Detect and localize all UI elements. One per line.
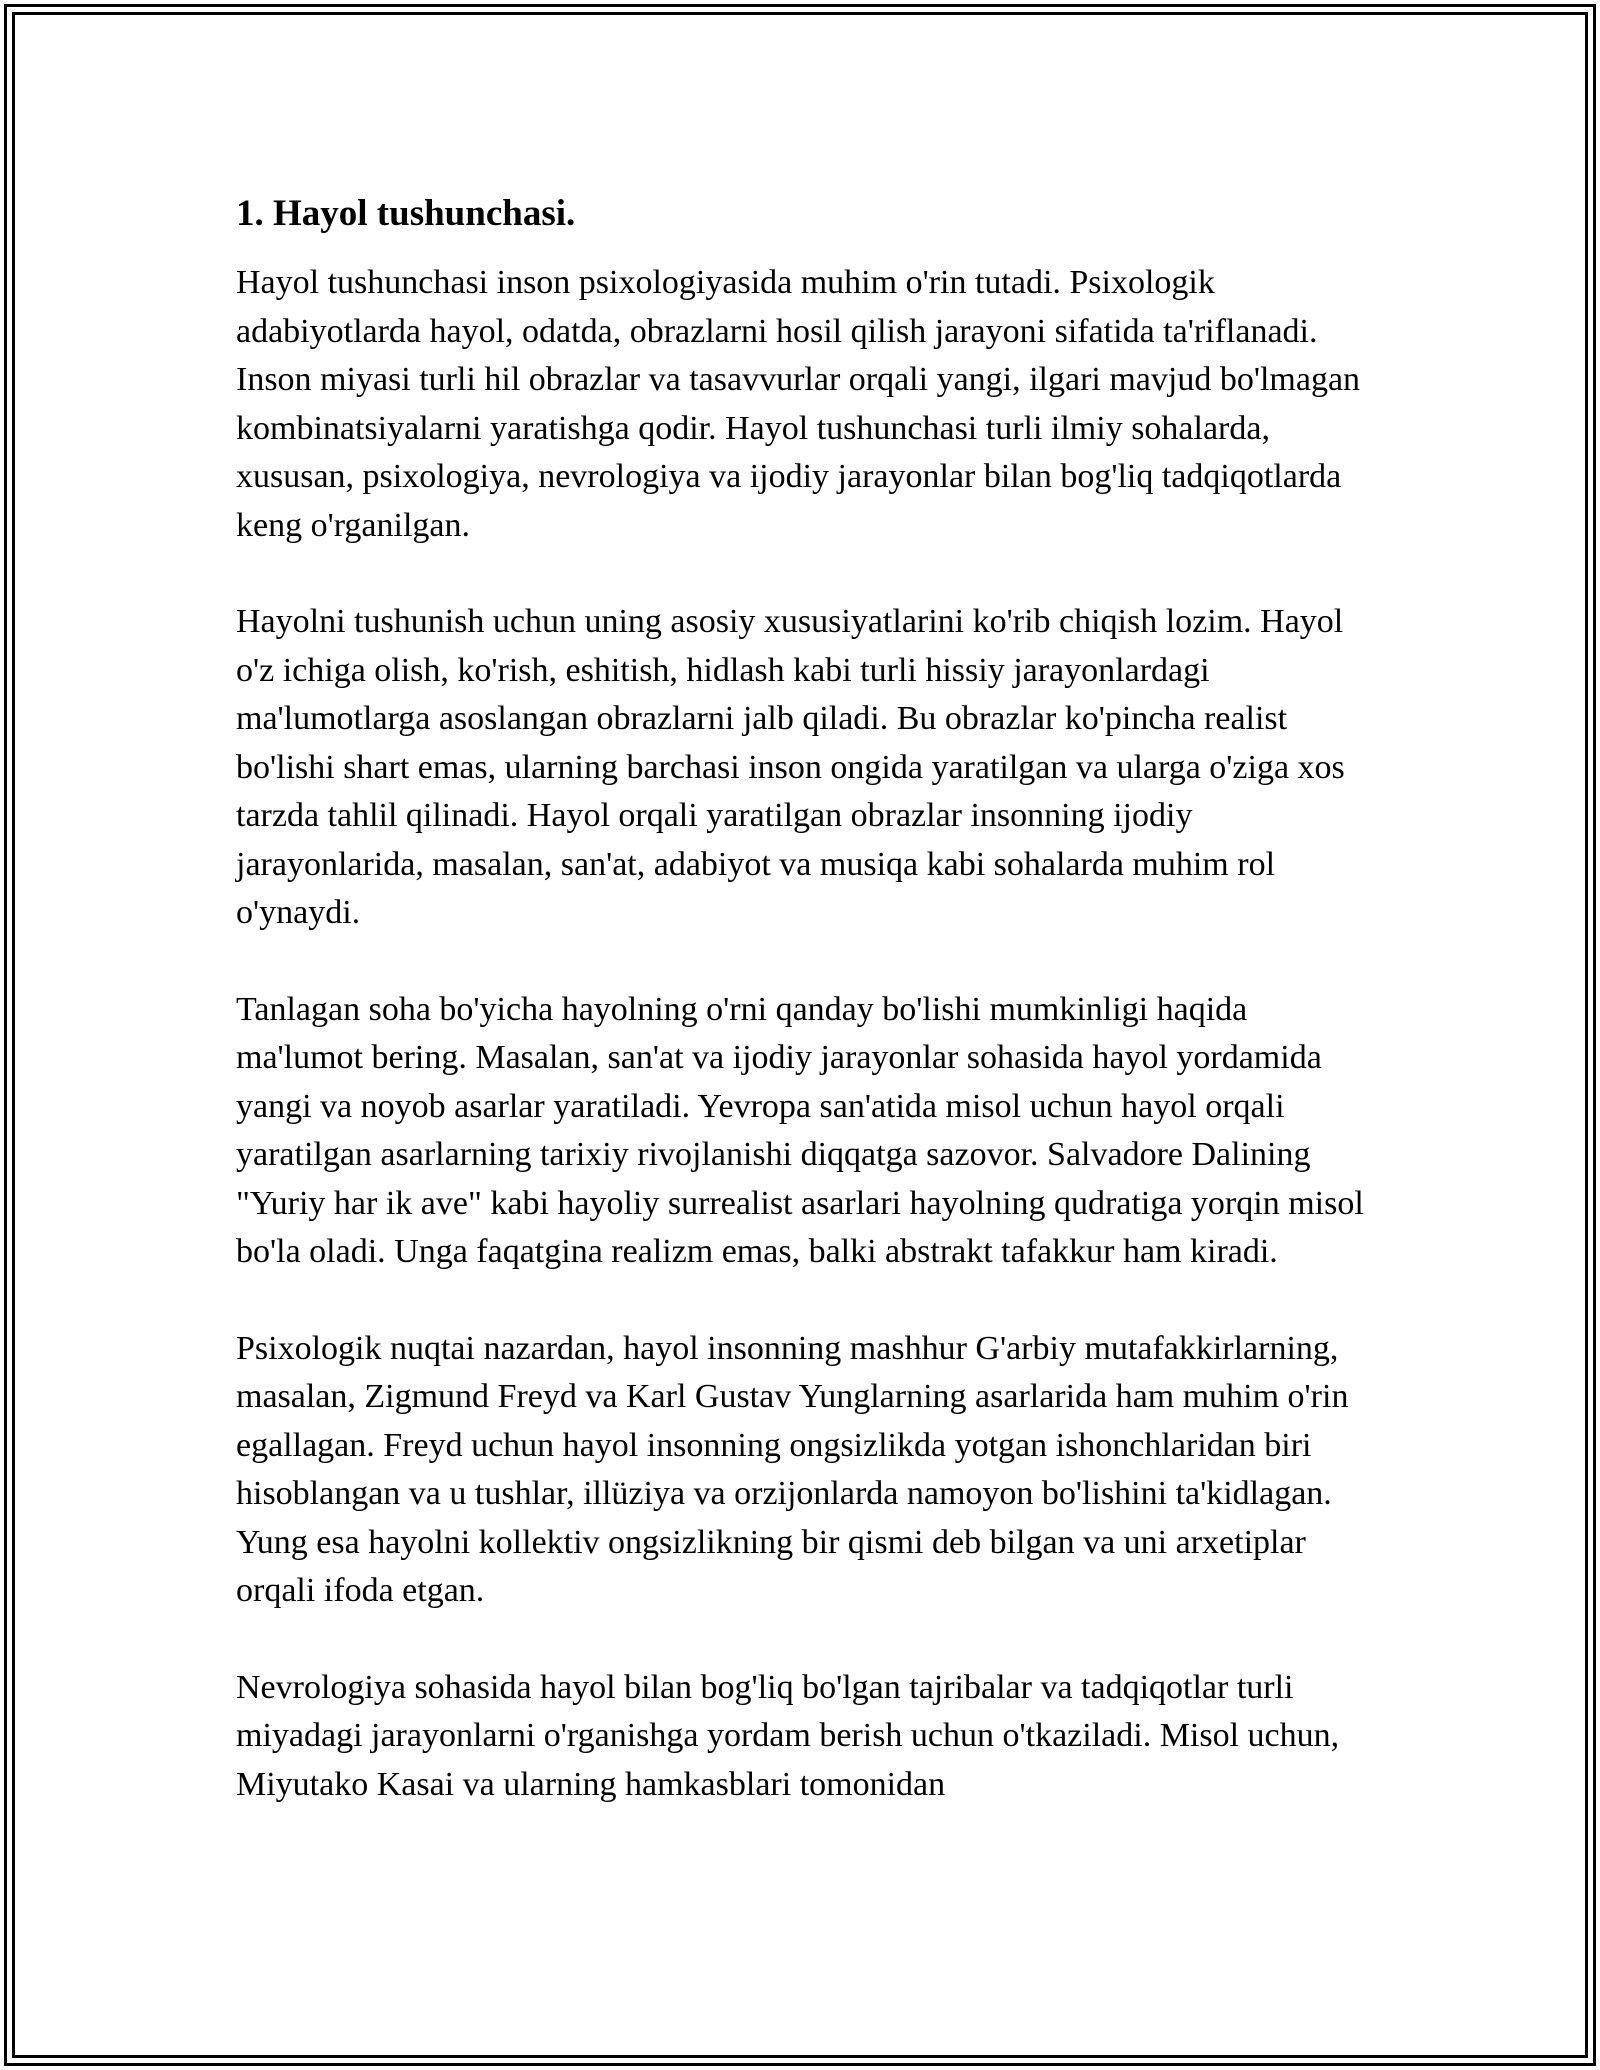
paragraph-1: Hayol tushunchasi inson psixologiyasida muhim o'rin tutadi. Psixologik adabiyotlarda hayol, odatda, obrazlarni hosil qilish jarayoni sifatida ta'riflanadi. Inson miyasi turli hil obrazlar va tasavvurlar orqali yangi, ilgari mavjud bo'lmagan kombinatsiyalarni yaratishga qodir. Hayol tushunchasi turli ilmiy sohalarda, xususan, psixologiya, nevrologiya va ijodiy jarayonlar bilan bog'liq tadqiqotlarda keng o'rganilgan. [236, 264, 1361, 544]
paragraph-2: Hayolni tushunish uchun uning asosiy xususiyatlarini ko'rib chiqish lozim. Hayol o'z ichiga olish, ko'rish, eshitish, hidlash kabi turli hissiy jarayonlardagi ma'lumotlarga asoslangan obrazlarni jalb qiladi. Bu obrazlar ko'pincha realist bo'lishi shart emas, ularning barchasi inson ongida yaratilgan va ularga o'ziga xos tarzda tahlil qilinadi. Hayol orqali yaratilgan obrazlar insonning ijodiy jarayonlarida, masalan, san'at, adabiyot va musiqa kabi sohalarda muhim rol o'ynaydi. [236, 603, 1345, 931]
document-body [236, 186, 1366, 1809]
paragraph-5: Nevrologiya sohasida hayol bilan bog'liq bo'lgan tajribalar va tadqiqotlar turli miyadagi jarayonlarni o'rganishga yordam berish uchun o'tkaziladi. Misol uchun, Miyutako Kasai va ularning hamkasblari tomonidan [236, 1668, 1340, 1803]
section-heading: 1. Hayol tushunchasi. [236, 193, 576, 234]
paragraph-3: Tanlagan soha bo'yicha hayolning o'rni qanday bo'lishi mumkinligi haqida ma'lumot bering. Masalan, san'at va ijodiy jarayonlar sohasida hayol yordamida yangi va noyob asarlar yaratiladi. Yevropa san'atida misol uchun hayol orqali yaratilgan asarlarning tarixiy rivojlanishi diqqatga sazovor. Salvadore Dalining "Yuriy har ik ave" kabi hayoliy surrealist asarlari hayolning qudratiga yorqin misol bo'la oladi. Unga faqatgina realizm emas, balki abstrakt tafakkur ham kiradi. [236, 990, 1364, 1270]
paragraph-4: Psixologik nuqtai nazardan, hayol insonning mashhur G'arbiy mutafakkirlarning, masalan, Zigmund Freyd va Karl Gustav Yunglarning asarlarida ham muhim o'rin egallagan. Freyd uchun hayol insonning ongsizlikda yotgan ishonchlaridan biri hisoblangan va u tushlar, illüziya va orzijonlarda namoyon bo'lishini ta'kidlagan. Yung esa hayolni kollektiv ongsizlikning bir qismi deb bilgan va uni arxetiplar orqali ifoda etgan. [236, 1329, 1349, 1609]
